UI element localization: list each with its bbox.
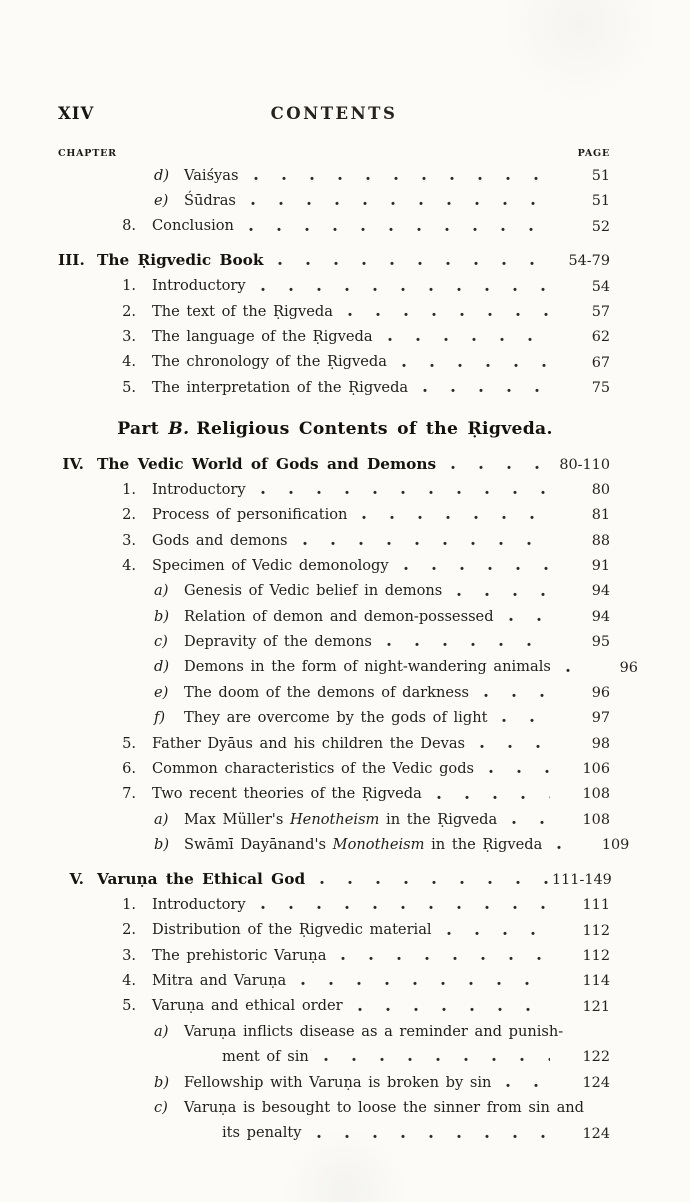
toc-list — [58, 166, 638, 1143]
toc-page-number: 51 — [591, 167, 610, 184]
toc-entry-label: a) — [154, 582, 169, 600]
toc-entry-text — [152, 507, 347, 524]
toc-entry-text-segment: Max Müller's — [184, 810, 290, 828]
toc-row — [58, 278, 610, 295]
toc-row — [58, 380, 610, 397]
toc-entry-text-segment: Relation of demon and demon-possessed — [184, 607, 494, 625]
toc-entry-text — [152, 558, 389, 575]
toc-page-number: 108 — [582, 786, 610, 803]
toc-entry-text-segment: Specimen of Vedic demonology — [152, 556, 389, 574]
toc-entry-label: 2. — [122, 921, 136, 939]
toc-page-number: 124 — [582, 1125, 610, 1142]
toc-entry-text — [152, 380, 408, 397]
toc-leader-dots — [421, 388, 550, 393]
toc-entry-text-segment: Mitra and Varuṇa — [152, 972, 287, 990]
toc-row — [58, 871, 610, 889]
toc-entry-text-segment: Conclusion — [152, 217, 234, 235]
toc-page-number: 98 — [591, 735, 610, 752]
page-title: CONTENTS — [270, 104, 398, 123]
toc-entry-text-segment: Śūdras — [184, 191, 236, 209]
toc-row — [58, 1024, 610, 1041]
toc-row — [58, 558, 610, 575]
toc-page-number: 109 — [601, 837, 630, 854]
toc-entry-label: 5. — [122, 378, 136, 396]
toc-row — [58, 922, 610, 939]
toc-entry-text-segment: Two recent theories of the Ṛigveda — [152, 785, 422, 803]
toc-entry-label: c) — [154, 1098, 168, 1116]
toc-entry-text-segment: Common characteristics of the Vedic gods — [152, 759, 475, 777]
toc-entry-text-segment: The Ṛigvedic Book — [97, 251, 264, 270]
toc-page-number: 88 — [591, 532, 610, 549]
page-column-label: PAGE — [577, 148, 610, 159]
toc-entry-text — [184, 1100, 584, 1117]
toc-entry-text-segment: The doom of the demons of darkness — [184, 683, 469, 701]
toc-page-number: 51 — [591, 193, 610, 210]
toc-entry-label: f) — [154, 709, 166, 727]
toc-entry-text-segment: Depravity of the demons — [184, 633, 372, 650]
toc-entry-text-segment: The language of the Ṛigveda — [152, 328, 373, 346]
toc-row — [58, 252, 610, 270]
toc-leader-dots — [356, 1007, 550, 1012]
toc-entry-label: b) — [154, 836, 170, 853]
toc-row — [58, 304, 610, 321]
toc-page-number: 57 — [591, 303, 610, 320]
toc-entry-text — [184, 583, 442, 600]
toc-entry-text — [184, 659, 551, 676]
toc-page-number: 112 — [582, 947, 610, 964]
toc-entry-text — [152, 329, 373, 346]
toc-leader-dots — [555, 845, 569, 850]
toc-row — [58, 354, 610, 371]
toc-page-number: 114 — [582, 973, 610, 990]
toc-page-number: 122 — [582, 1049, 610, 1066]
toc-leader-dots — [455, 592, 550, 597]
toc-entry-text — [184, 634, 372, 651]
toc-entry-text-segment: The interpretation of the Ṛigveda — [152, 378, 409, 396]
toc-row — [58, 736, 610, 753]
toc-entry-label: 1. — [122, 480, 136, 498]
toc-page-number: 97 — [591, 710, 610, 727]
toc-entry-label: 3. — [122, 531, 136, 549]
toc-entry-text-segment: Introductory — [152, 277, 246, 295]
toc-entry-label: 1. — [122, 277, 136, 295]
toc-leader-dots — [299, 981, 550, 986]
toc-page-number: 124 — [582, 1074, 610, 1091]
toc-leader-dots — [249, 201, 550, 206]
toc-page-number: 108 — [582, 811, 610, 828]
toc-entry-label: d) — [154, 166, 170, 184]
toc-entry-text-segment: Demons in the form of night-wandering animals — [184, 658, 551, 676]
toc-row — [58, 836, 630, 854]
toc-leader-dots — [339, 956, 550, 961]
toc-entry-text-segment: Varuṇa and ethical order — [152, 997, 343, 1015]
toc-entry-text — [184, 193, 236, 210]
toc-entry-text — [184, 685, 469, 702]
toc-entry-label: e) — [154, 191, 169, 209]
toc-entry-text — [184, 1024, 563, 1041]
toc-entry-label: e) — [154, 683, 169, 701]
part-heading-text — [117, 419, 553, 439]
toc-page-number: 96 — [591, 684, 610, 701]
toc-entry-text — [184, 609, 494, 626]
toc-leader-dots — [322, 1057, 550, 1062]
toc-entry-label: b) — [154, 607, 170, 625]
toc-entry-label: 5. — [122, 734, 136, 752]
toc-leader-dots — [301, 541, 551, 546]
toc-entry-text — [97, 871, 305, 889]
folio-number: XIV — [58, 104, 95, 123]
toc-entry-text-segment: Varuṇa is besought to loose the sinner from sin and — [184, 1098, 585, 1116]
toc-leader-dots — [247, 227, 550, 232]
toc-entry-text-segment: Fellowship with Varuṇa is broken by sin — [184, 1073, 492, 1091]
toc-entry-text — [184, 837, 542, 854]
toc-entry-label: 1. — [122, 895, 136, 913]
toc-row — [58, 685, 610, 702]
toc-row — [58, 710, 610, 727]
toc-entry-label: 6. — [122, 759, 136, 777]
toc-row — [58, 973, 610, 990]
toc-leader-dots — [252, 176, 551, 181]
toc-row — [58, 168, 610, 185]
toc-row-continuation — [58, 1049, 610, 1066]
toc-row — [58, 1075, 610, 1092]
toc-page-number: 54 — [591, 278, 610, 295]
toc-entry-text — [184, 1075, 491, 1092]
toc-page-number: 112 — [582, 922, 610, 939]
toc-row — [58, 609, 610, 626]
toc-row — [58, 456, 610, 474]
toc-page-number: 94 — [591, 608, 610, 625]
toc-entry-text-segment: Distribution of the Ṛigvedic material — [152, 921, 432, 939]
toc-leader-dots — [435, 795, 550, 800]
toc-entry-text — [184, 168, 239, 185]
toc-entry-label: c) — [154, 633, 168, 650]
toc-entry-label: 3. — [122, 946, 136, 964]
toc-entry-label: 4. — [122, 556, 136, 574]
toc-page-number: 80-110 — [559, 456, 610, 473]
toc-row — [58, 583, 610, 600]
toc-entry-text-continuation: ment of sin — [222, 1048, 309, 1066]
toc-row — [58, 761, 610, 778]
toc-entry-text-segment: Process of personification — [152, 506, 348, 524]
toc-leader-dots — [346, 312, 550, 317]
toc-entry-text-continuation: its penalty — [222, 1124, 302, 1142]
toc-entry-label: b) — [154, 1073, 170, 1091]
toc-leader-dots — [360, 515, 550, 520]
toc-entry-text-italic: Monotheism — [332, 836, 425, 853]
toc-row — [58, 998, 610, 1015]
toc-row — [58, 897, 610, 914]
toc-entry-text — [152, 973, 286, 990]
toc-entry-text-segment: in the Ṛigveda — [379, 810, 498, 828]
toc-leader-dots — [507, 617, 550, 622]
toc-entry-text — [152, 998, 343, 1015]
toc-row — [58, 658, 638, 676]
toc-entry-text — [152, 482, 246, 499]
toc-entry-label: 2. — [122, 506, 136, 524]
toc-entry-label: V. — [69, 869, 84, 888]
toc-leader-dots — [318, 880, 550, 885]
toc-page-number: 94 — [591, 583, 610, 600]
toc-entry-text — [152, 922, 432, 939]
toc-entry-text — [152, 786, 422, 803]
toc-row — [58, 507, 610, 524]
toc-entry-text — [184, 710, 487, 727]
toc-leader-dots — [445, 931, 550, 936]
toc-row — [58, 812, 610, 829]
toc-leader-dots — [385, 642, 550, 647]
toc-leader-dots — [259, 490, 550, 495]
toc-page-number: 54-79 — [568, 253, 610, 270]
toc-row — [58, 1100, 610, 1117]
toc-entry-text-segment: in the Ṛigveda — [424, 836, 543, 853]
toc-leader-dots — [500, 718, 550, 723]
toc-entry-text-segment: Swāmī Dayānand's — [184, 836, 333, 853]
toc-entry-label: IV. — [62, 454, 84, 473]
page-header — [58, 104, 610, 126]
toc-entry-text-segment: The chronology of the Ṛigveda — [152, 353, 387, 371]
toc-entry-label: 5. — [122, 997, 136, 1015]
toc-page-number: 96 — [619, 659, 638, 676]
toc-leader-dots — [504, 1083, 550, 1088]
column-labels — [58, 148, 610, 159]
part-heading — [60, 419, 610, 439]
toc-entry-text-segment: Varuṇa the Ethical God — [97, 869, 306, 888]
toc-row-continuation — [58, 1125, 610, 1142]
toc-leader-dots — [482, 693, 550, 698]
toc-entry-label: 2. — [122, 302, 136, 320]
toc-row — [58, 193, 610, 210]
toc-leader-dots — [402, 566, 550, 571]
toc-page-number: 52 — [591, 218, 610, 235]
toc-entry-text-segment: Part — [117, 418, 169, 439]
toc-row — [58, 634, 610, 651]
toc-row — [58, 218, 610, 235]
toc-leader-dots — [315, 1134, 550, 1139]
toc-entry-text — [97, 456, 436, 474]
toc-entry-label: 4. — [122, 353, 136, 371]
toc-entry-text-segment: The Vedic World of Gods and Demons — [97, 454, 437, 473]
toc-entry-text-italic: B. — [168, 418, 190, 439]
toc-entry-label: a) — [154, 1022, 169, 1040]
toc-entry-text-segment: Introductory — [152, 895, 246, 913]
toc-row — [58, 948, 610, 965]
toc-entry-text — [152, 948, 326, 965]
toc-leader-dots — [449, 465, 550, 470]
toc-page-number: 121 — [582, 998, 610, 1015]
toc-leader-dots — [510, 820, 550, 825]
toc-page-number: 111-149 — [552, 871, 612, 888]
toc-row — [58, 533, 610, 550]
toc-entry-text — [152, 218, 234, 235]
toc-leader-dots — [259, 287, 550, 292]
toc-entry-text — [152, 736, 465, 753]
toc-entry-text — [152, 278, 246, 295]
toc-leader-dots — [478, 744, 550, 749]
toc-entry-label: d) — [154, 658, 170, 676]
toc-entry-text-segment: Genesis of Vedic belief in demons — [184, 582, 443, 600]
toc-entry-text — [152, 354, 387, 371]
toc-page-number: 106 — [582, 761, 610, 778]
toc-entry-text-segment: Varuṇa inflicts disease as a reminder and punish- — [184, 1022, 564, 1040]
toc-leader-dots — [386, 337, 550, 342]
toc-leader-dots — [259, 905, 550, 910]
toc-entry-label: 3. — [122, 328, 136, 346]
toc-entry-text-segment: The text of the Ṛigveda — [152, 302, 333, 320]
toc-row — [58, 329, 610, 346]
toc-entry-text-segment: Father Dyāus and his children the Devas — [152, 734, 466, 752]
toc-leader-dots — [276, 261, 550, 266]
toc-page-number: 67 — [591, 354, 610, 371]
toc-entry-text — [97, 252, 263, 270]
toc-entry-label: 7. — [122, 785, 136, 803]
toc-entry-text — [152, 761, 474, 778]
toc-entry-text-segment: They are overcome by the gods of light — [184, 709, 488, 727]
toc-entry-text — [152, 304, 333, 321]
chapter-column-label: CHAPTER — [58, 148, 117, 159]
toc-leader-dots — [487, 769, 550, 774]
toc-entry-label: a) — [154, 810, 169, 828]
toc-entry-label: 4. — [122, 972, 136, 990]
toc-entry-text — [152, 533, 288, 550]
toc-leader-dots — [564, 668, 578, 673]
toc-entry-text-segment: Introductory — [152, 480, 246, 498]
toc-entry-text — [152, 897, 246, 914]
toc-row — [58, 482, 610, 499]
toc-page-number: 111 — [582, 897, 610, 914]
toc-entry-text-segment: Vaiśyas — [184, 166, 239, 184]
toc-page-number: 80 — [591, 481, 610, 498]
toc-entry-text — [184, 812, 497, 829]
toc-entry-label: III. — [58, 251, 85, 270]
toc-entry-text-segment: The prehistoric Varuṇa — [152, 946, 327, 964]
toc-leader-dots — [400, 363, 550, 368]
toc-page-number: 91 — [591, 558, 610, 575]
toc-entry-text-segment: Gods and demons — [152, 531, 288, 549]
toc-row — [58, 786, 610, 803]
toc-page-number: 62 — [591, 329, 610, 346]
toc-entry-text-segment: Religious Contents of the Ṛigveda. — [196, 418, 553, 439]
toc-page-number: 75 — [591, 380, 610, 397]
toc-entry-label: 8. — [122, 217, 136, 235]
toc-page-number: 95 — [591, 634, 610, 651]
toc-page-number: 81 — [591, 507, 610, 524]
toc-entry-text-italic: Henotheism — [289, 810, 380, 828]
